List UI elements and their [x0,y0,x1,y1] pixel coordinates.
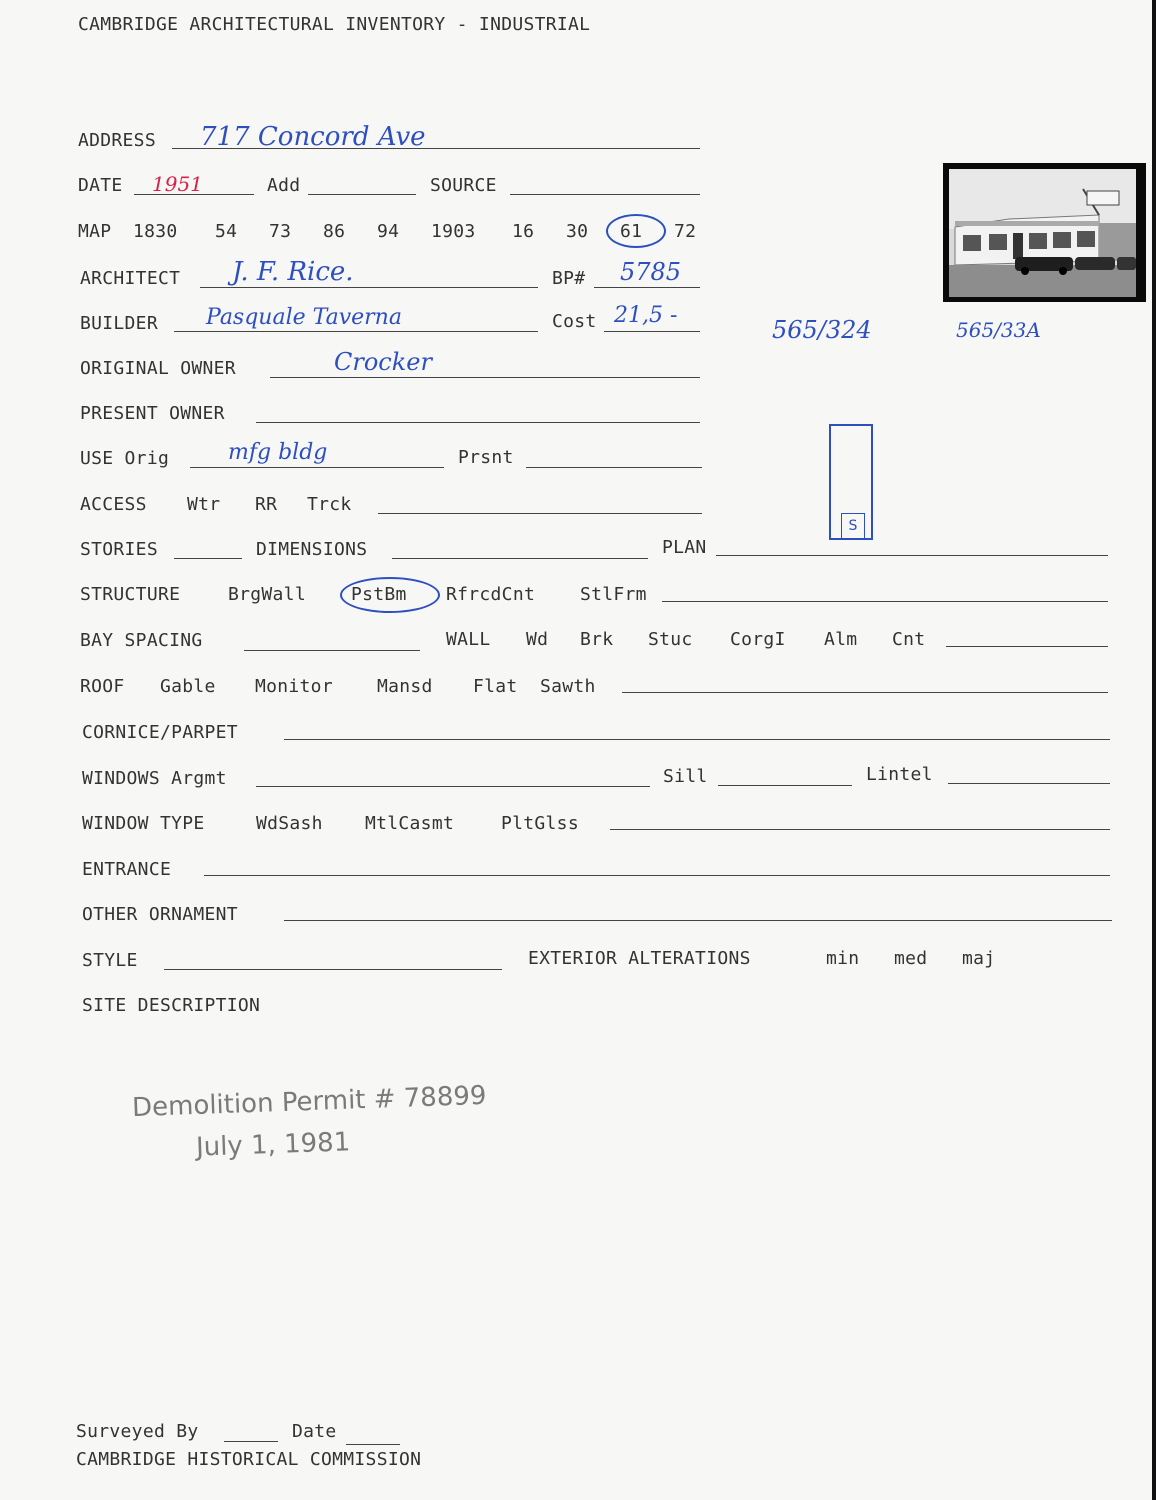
style-label: STYLE [82,950,138,971]
prsnt-label: Prsnt [458,447,514,468]
bay-spacing-label: BAY SPACING [80,630,203,651]
wall-line [946,646,1108,647]
wall-option: Alm [824,629,858,650]
cornice-line [284,739,1110,740]
use-label: USE Orig [80,448,170,469]
ornament-line [284,920,1112,921]
structure-label: STRUCTURE [80,584,181,605]
window-type-line [610,829,1110,830]
entrance-line [204,875,1110,876]
cornice-label: CORNICE/PARPET [82,722,238,743]
building-photo [943,163,1146,302]
survey-date-label: Date [292,1421,337,1442]
structure-option: StlFrm [580,584,647,605]
access-option: Trck [307,494,352,515]
map-year: 94 [377,221,400,242]
roof-line [622,692,1108,693]
survey-date-line [346,1444,400,1445]
roof-option: Gable [160,676,216,697]
architect-value: J. F. Rice. [232,257,354,287]
wall-option: Stuc [648,629,693,650]
window-type-option: WdSash [256,813,323,834]
structure-option: BrgWall [228,584,306,605]
ext-alt-option: maj [962,948,996,969]
cost-value: 21,5 - [614,303,678,328]
cost-line [604,331,700,332]
map-year: 73 [269,221,292,242]
builder-label: BUILDER [80,313,158,334]
commission-name: CAMBRIDGE HISTORICAL COMMISSION [76,1449,422,1470]
map-year: 72 [674,221,697,242]
access-label: ACCESS [80,494,147,515]
map-label: MAP [78,221,112,242]
map-year: 30 [566,221,589,242]
architect-label: ARCHITECT [80,268,181,289]
roof-option: Sawth [540,676,596,697]
prsnt-line [526,467,702,468]
windows-line [256,786,650,787]
ext-alt-option: min [826,948,860,969]
access-option: RR [255,494,278,515]
plan-label: PLAN [662,537,707,558]
add-line [308,194,416,195]
plan-sketch-label: S [841,513,865,539]
entrance-label: ENTRANCE [82,859,172,880]
ornament-label: OTHER ORNAMENT [82,904,238,925]
roof-option: Flat [473,676,518,697]
original-owner-line [270,377,700,378]
sill-line [718,785,852,786]
site-description-label: SITE DESCRIPTION [82,995,261,1016]
access-option: Wtr [187,494,221,515]
wall-option: Brk [580,629,614,650]
map-year: 16 [512,221,535,242]
structure-selected-circle [340,577,440,613]
structure-line [662,601,1108,602]
roof-option: Monitor [255,676,333,697]
address-value: 717 Concord Ave [200,122,426,152]
photo-ref-2: 565/33A [956,318,1041,342]
use-value: mfg bldg [228,440,328,465]
building-photo-image [949,169,1136,297]
architect-line [200,287,538,288]
demolition-permit-note: Demolition Permit # 78899 [131,1080,487,1124]
ext-alt-label: EXTERIOR ALTERATIONS [528,948,751,969]
source-label: SOURCE [430,175,497,196]
structure-option: RfrcdCnt [446,584,536,605]
structure-option-selected: PstBm [351,584,407,605]
roof-label: ROOF [80,676,125,697]
photo-ref-1: 565/324 [772,316,872,344]
original-owner-value: Crocker [334,348,432,376]
roof-option: Mansd [377,676,433,697]
wall-label: WALL [446,629,491,650]
stories-line [174,558,242,559]
date-value: 1951 [152,172,203,196]
source-line [510,194,700,195]
surveyed-by-line [224,1441,278,1442]
dimensions-label: DIMENSIONS [256,539,368,560]
stories-label: STORIES [80,539,158,560]
add-label: Add [267,175,301,196]
map-selected-circle [606,214,666,248]
use-line [190,467,444,468]
date-label: DATE [78,175,123,196]
wall-option: CorgI [730,629,786,650]
plan-line [716,555,1108,556]
map-year: 54 [215,221,238,242]
window-type-option: PltGlss [501,813,579,834]
builder-line [174,331,538,332]
bp-value: 5785 [620,258,682,286]
map-year-selected: 61 [620,221,643,242]
lintel-line [948,783,1110,784]
present-owner-line [256,422,700,423]
wall-option: Wd [526,629,549,650]
present-owner-label: PRESENT OWNER [80,403,225,424]
address-label: ADDRESS [78,130,156,151]
map-year: 1903 [431,221,476,242]
demolition-date-note: July 1, 1981 [195,1127,351,1163]
builder-value: Pasquale Taverna [206,305,402,330]
cost-label: Cost [552,311,597,332]
bp-label: BP# [552,268,586,289]
lintel-label: Lintel [866,764,933,785]
windows-label: WINDOWS Argmt [82,768,227,789]
bp-line [594,287,700,288]
style-line [164,969,502,970]
map-year: 1830 [133,221,178,242]
ext-alt-option: med [894,948,928,969]
surveyed-by-label: Surveyed By [76,1421,199,1442]
window-type-option: MtlCasmt [365,813,455,834]
bay-spacing-line [244,650,420,651]
map-year: 86 [323,221,346,242]
wall-option: Cnt [892,629,926,650]
access-line [378,513,702,514]
dimensions-line [392,558,648,559]
form-title: CAMBRIDGE ARCHITECTURAL INVENTORY - INDUSTRIAL [78,14,591,35]
window-type-label: WINDOW TYPE [82,813,205,834]
original-owner-label: ORIGINAL OWNER [80,358,236,379]
sill-label: Sill [663,766,708,787]
